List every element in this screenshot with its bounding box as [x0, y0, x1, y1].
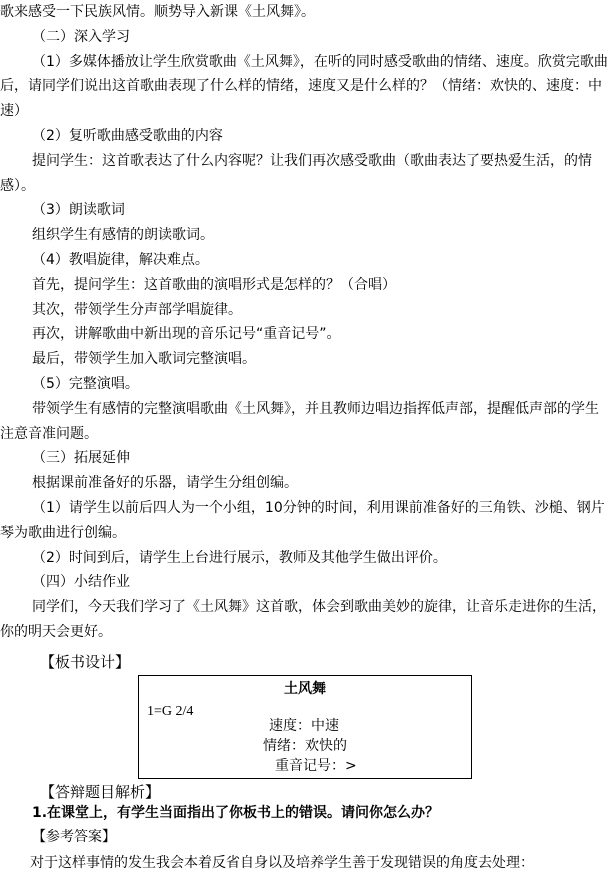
board-speed: 速度：中速 — [269, 718, 339, 734]
question-title: 1.在课堂上，有学生当面指出了你板书上的错误。请问你怎么办？ — [32, 805, 440, 821]
paragraph: （3）朗读歌词 — [32, 202, 125, 219]
paragraph: 再次，讲解歌曲中新出现的音乐记号“重音记号”。 — [32, 326, 341, 343]
paragraph: 提问学生：这首歌表达了什么内容呢？让我们再次感受歌曲（歌曲表达了要热爱生活，的情感）。 — [0, 152, 592, 194]
paragraph: （2）复听歌曲感受歌曲的内容 — [32, 127, 223, 144]
board-accent-mark: 重音记号：> — [275, 758, 357, 774]
answer-label: 【参考答案】 — [32, 829, 116, 845]
board-title: 土风舞 — [284, 681, 326, 697]
blackboard-design-box — [138, 675, 472, 779]
paragraph: （三）拓展延伸 — [32, 450, 130, 467]
paragraph: 首先，提问学生：这首歌曲的演唱形式是怎样的？（合唱） — [32, 276, 396, 293]
paragraph: 最后，带领学生加入歌词完整演唱。 — [32, 351, 256, 368]
paragraph: （四）小结作业 — [32, 574, 130, 591]
paragraph: （1）多媒体播放让学生欣赏歌曲《土风舞》，在听的同时感受歌曲的情绪、速度。欣赏完歌曲后，请同学们说出这首歌曲表现了什么样的情绪，速度又是什么样的？（情绪：欢快的、速度：中速） — [0, 53, 608, 120]
board-design-heading: 【板书设计】 — [40, 653, 131, 671]
paragraph: （4）教唱旋律，解决难点。 — [32, 251, 209, 268]
paragraph: （二）深入学习 — [32, 28, 130, 45]
board-mood: 情绪：欢快的 — [263, 738, 347, 754]
paragraph: 根据课前准备好的乐器，请学生分组创编。 — [32, 475, 298, 492]
board-key-signature: 1=G 2/4 — [147, 704, 194, 719]
paragraph: （5）完整演唱。 — [32, 375, 139, 392]
paragraph: 其次，带领学生分声部学唱旋律。 — [32, 301, 242, 318]
paragraph: 组织学生有感情的朗读歌词。 — [32, 227, 214, 244]
paragraph: 同学们，今天我们学习了《土风舞》这首歌，体会到歌曲美妙的旋律，让音乐走进你的生活，你的明天会更好。 — [0, 599, 606, 640]
qa-heading: 【答辩题目解析】 — [40, 783, 161, 801]
paragraph: 歌来感受一下民族风情。顺势导入新课《土风舞》。 — [0, 4, 315, 20]
paragraph: 带领学生有感情的完整演唱歌曲《土风舞》，并且教师边唱边指挥低声部，提醒低声部的学生注意音准问题。 — [0, 400, 599, 442]
paragraph: （2）时间到后，请学生上台进行展示，教师及其他学生做出评价。 — [32, 549, 447, 566]
answer-first-line: 对于这样事情的发生我会本着反省自身以及培养学生善于发现错误的角度去处理： — [30, 855, 534, 871]
paragraph: （1）请学生以前后四人为一个小组，10分钟的时间，利用课前准备好的三角铁、沙槌、钢片琴为歌曲进行创编。 — [0, 499, 605, 541]
